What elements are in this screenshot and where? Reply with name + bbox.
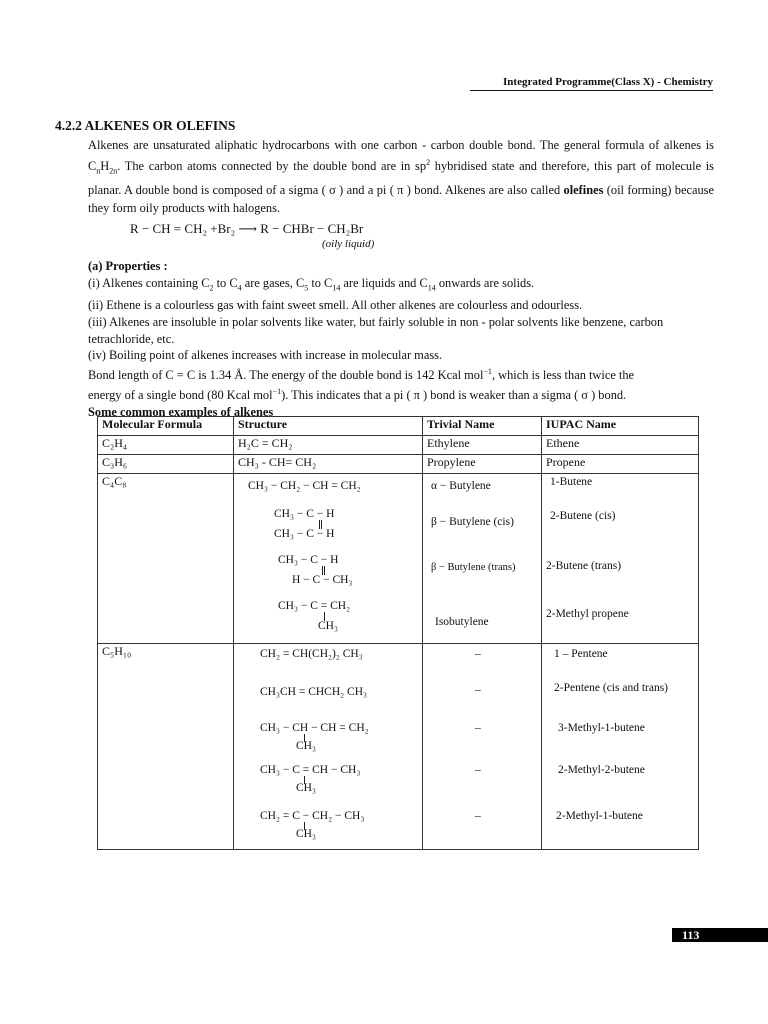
iupac-name: 2-Butene (cis) — [550, 510, 616, 522]
table-header-row — [98, 417, 699, 436]
intro-text: (oil forming) because they form oily products with halogens. — [88, 183, 714, 216]
intro-paragraph — [88, 136, 714, 217]
structure-line: CH₃ − CH − CH = CH₂ — [260, 722, 369, 734]
structure-line: H − C − CH₃ — [292, 574, 353, 586]
trivial-name-cell: Propylene — [423, 455, 542, 474]
structure-line: CH₃ − C = CH − CH₃ — [260, 764, 361, 776]
structure-line: CH₃ — [296, 828, 316, 840]
formula-cell: C₅H₁₀ — [98, 644, 234, 850]
text: are gases, C — [241, 275, 305, 290]
properties-heading: (a) Properties : — [88, 259, 168, 273]
trivial-name-cell — [423, 474, 542, 644]
trivial-name-dash: – — [475, 684, 481, 696]
alkenes-table — [97, 416, 699, 850]
formula-cell: C₃H₆ — [98, 455, 234, 474]
examples-heading: Some common examples of alkenes — [88, 405, 274, 420]
col-header: Trivial Name — [423, 417, 542, 436]
intro-text: hybridised state and therefore, — [430, 159, 590, 174]
iupac-name: 2-Pentene (cis and trans) — [554, 682, 669, 694]
trivial-name-dash: – — [475, 648, 481, 660]
text: , which is less than twice the — [491, 368, 635, 383]
page-number: 113 — [672, 928, 768, 942]
structure-line: CH₃ − C − H — [274, 528, 335, 540]
subscript: 5 — [304, 283, 309, 293]
text: (i) Alkenes containing C — [88, 275, 210, 290]
bromination-reaction: R − CH = CH₂ +Br₂ ⟶ R − CHBr − CH₂Br — [130, 221, 364, 236]
trivial-name: Isobutylene — [435, 616, 489, 628]
property-3: (iii) Alkenes are insoluble in polar solvents like water, but fairly soluble in non - polar solvents like benzene, carbon tetrachloride, etc. — [88, 314, 664, 346]
intro-text: called — [530, 183, 564, 197]
property-1 — [88, 275, 714, 297]
iupac-name: 2-Methyl propene — [546, 608, 629, 620]
intro-text: of alkenes is C — [88, 138, 714, 174]
trivial-name: β − Butylene (trans) — [431, 562, 516, 573]
iupac-name: 2-Butene (trans) — [546, 560, 622, 572]
olefines-term: olefines — [563, 183, 604, 197]
reaction-note: (oily liquid) — [322, 238, 375, 250]
text: ). This indicates that a pi ( π ) bond is weaker than a sigma ( σ ) bond. — [281, 388, 627, 403]
intro-line: this part of molecule is planar. A double bond is composed of a sigma ( σ ) and a pi ( π ) bond. Alkenes are also — [88, 159, 714, 197]
section-title: 4.2.2 ALKENES OR OLEFINS — [55, 118, 236, 133]
structure-cell: H₂C = CH₂ — [234, 436, 423, 455]
intro-line: Alkenes are unsaturated aliphatic hydrocarbons with one carbon - carbon double bond. The general formula — [88, 138, 645, 152]
property-2: (ii) Ethene is a colourless gas with faint sweet smell. All other alkenes are colourless and odourless. — [88, 298, 583, 313]
col-header: Molecular Formula — [98, 417, 234, 436]
text: Bond length of C = C is 1.34 Å. The energy of the double bond is 142 Kcal mol — [88, 368, 484, 383]
structure-2-pentene: CH₃CH = CHCH₂ CH₃ — [260, 686, 368, 698]
iupac-name-cell — [542, 474, 699, 644]
structure-line: CH₃ — [296, 740, 316, 752]
properties-section — [88, 258, 714, 421]
trivial-name-dash: – — [475, 810, 481, 822]
text: energy of a single bond (80 Kcal mol — [88, 388, 273, 403]
iupac-name-cell: Ethene — [542, 436, 699, 455]
iupac-name-cell — [542, 644, 699, 850]
structure-cell — [234, 644, 423, 850]
iupac-name: 1 – Pentene — [554, 648, 608, 660]
iupac-name: 1-Butene — [550, 476, 593, 488]
trivial-name-cell — [423, 644, 542, 850]
subscript: 14 — [332, 283, 341, 293]
formula-cell: C₂H₄ — [98, 436, 234, 455]
superscript: −1 — [483, 367, 492, 377]
subscript: 4 — [237, 283, 242, 293]
col-header: Structure — [234, 417, 423, 436]
trivial-name-dash: – — [475, 722, 481, 734]
structure-1-pentene: CH₂ = CH(CH₂)₂ CH₃ — [260, 648, 363, 660]
text: to C — [213, 275, 238, 290]
table-row — [98, 455, 699, 474]
trivial-name: β − Butylene (cis) — [431, 516, 514, 528]
subscript: 14 — [427, 283, 436, 293]
table-row — [98, 474, 699, 644]
structure-line: CH₂ = C − CH₂ − CH₃ — [260, 810, 365, 822]
iupac-name: 2-Methyl-2-butene — [558, 764, 645, 776]
structure-line: CH₃ − C − H — [274, 508, 335, 520]
structure-cell: CH₃ - CH= CH₂ — [234, 455, 423, 474]
formula-cell: C₄C₈ — [98, 474, 234, 644]
intro-text: . The carbon atoms connected by the double bond are in sp — [117, 159, 427, 174]
trivial-name: α − Butylene — [431, 480, 491, 492]
structure-line: CH₃ — [318, 620, 338, 632]
running-header: Integrated Programme(Class X) - Chemistry — [503, 76, 713, 88]
structure-line: CH₃ — [296, 782, 316, 794]
superscript: 2 — [426, 158, 431, 168]
col-header: IUPAC Name — [542, 417, 699, 436]
iupac-name-cell: Propene — [542, 455, 699, 474]
iupac-name: 3-Methyl-1-butene — [558, 722, 645, 734]
text: to C — [308, 275, 333, 290]
subscript: n — [96, 166, 101, 176]
iupac-name: 2-Methyl-1-butene — [556, 810, 643, 822]
table-row — [98, 644, 699, 850]
text: are liquids and C — [340, 275, 428, 290]
subscript: 2 — [209, 283, 214, 293]
bond-energy-text — [88, 384, 714, 404]
structure-1-butene: CH₃ − CH₂ − CH = CH₂ — [248, 480, 361, 492]
table-row — [98, 436, 699, 455]
trivial-name-cell: Ethylene — [423, 436, 542, 455]
subscript: 2n — [109, 166, 118, 176]
intro-text: H — [100, 159, 110, 174]
structure-line: CH₃ − C = CH₂ — [278, 600, 351, 612]
structure-line: CH₃ − C − H — [278, 554, 339, 566]
property-4: (iv) Boiling point of alkenes increases with increase in molecular mass. — [88, 348, 443, 363]
bond-length-text — [88, 364, 714, 384]
superscript: −1 — [272, 387, 282, 397]
trivial-name-dash: – — [475, 764, 481, 776]
structure-cell — [234, 474, 423, 644]
header-rule — [470, 90, 713, 91]
text: onwards are solids. — [435, 275, 535, 290]
